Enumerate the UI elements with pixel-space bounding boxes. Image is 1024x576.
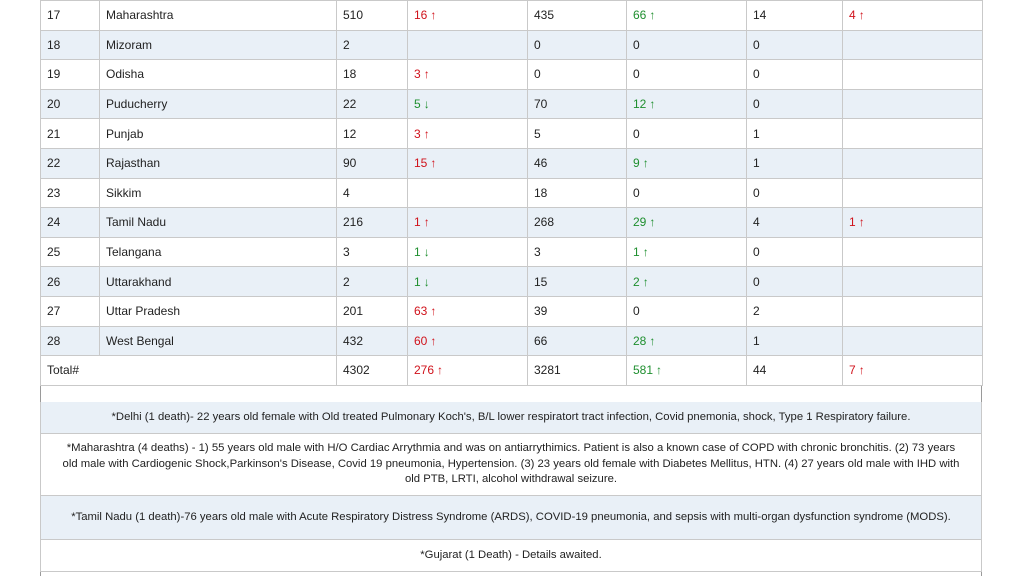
delta-cell bbox=[627, 178, 747, 208]
value-cell: 0 bbox=[747, 178, 843, 208]
value-cell: 510 bbox=[337, 1, 408, 31]
value-cell: 39 bbox=[528, 296, 627, 326]
note-delhi-text: *Delhi (1 death)- 22 years old female with Old treated Pulmonary Koch's, B/L lower respiratort tract infection, Covid pnemonia, shock, Type 1 Respiratory failure. bbox=[111, 410, 911, 423]
delta-cell bbox=[408, 326, 528, 356]
delta-cell bbox=[408, 237, 528, 267]
delta-cell bbox=[408, 119, 528, 149]
delta-cell bbox=[408, 30, 528, 60]
table-row bbox=[41, 178, 983, 208]
state-name-cell: Rajasthan bbox=[100, 148, 337, 178]
value-cell: 22 bbox=[337, 89, 408, 119]
delta-value: 276 bbox=[414, 363, 435, 378]
delta-cell bbox=[408, 148, 528, 178]
table-row bbox=[41, 119, 983, 149]
total-value-cell: 44 bbox=[747, 356, 843, 386]
state-name-cell: Maharashtra bbox=[100, 1, 337, 31]
note-tamil-nadu-text: *Tamil Nadu (1 death)-76 years old male with Acute Respiratory Distress Syndrome (ARDS), COVID-19 pneumonia, and sepsis with multi-organ dysfunction syndrome (MODS). bbox=[71, 510, 951, 523]
state-name-cell: Uttarakhand bbox=[100, 267, 337, 297]
value-cell: 4 bbox=[747, 208, 843, 238]
value-cell: 46 bbox=[528, 148, 627, 178]
delta-value: 3 bbox=[414, 126, 421, 141]
covid-state-table bbox=[40, 0, 983, 386]
delta-value: 1 bbox=[414, 274, 421, 289]
arrow-up-icon: ↑ bbox=[642, 245, 649, 260]
delta-cell bbox=[843, 60, 983, 90]
delta-cell bbox=[627, 148, 747, 178]
arrow-up-icon: ↑ bbox=[430, 333, 437, 348]
value-cell: 4 bbox=[337, 178, 408, 208]
delta-cell bbox=[627, 237, 747, 267]
table-row bbox=[41, 30, 983, 60]
delta-cell bbox=[627, 267, 747, 297]
value-cell: 0 bbox=[747, 267, 843, 297]
arrow-up-icon: ↑ bbox=[430, 304, 437, 319]
delta-cell bbox=[627, 60, 747, 90]
table-row bbox=[41, 1, 983, 31]
value-cell: 18 bbox=[337, 60, 408, 90]
serial-number-cell: 25 bbox=[41, 237, 100, 267]
value-cell: 90 bbox=[337, 148, 408, 178]
table-row bbox=[41, 148, 983, 178]
state-name-cell: Uttar Pradesh bbox=[100, 296, 337, 326]
arrow-up-icon: ↑ bbox=[656, 363, 663, 378]
delta-value: 9 bbox=[633, 156, 640, 171]
delta-cell bbox=[408, 208, 528, 238]
table-row bbox=[41, 237, 983, 267]
delta-cell bbox=[843, 237, 983, 267]
delta-cell bbox=[627, 208, 747, 238]
delta-cell bbox=[843, 178, 983, 208]
state-name-cell: Punjab bbox=[100, 119, 337, 149]
note-delhi bbox=[40, 402, 982, 434]
delta-value: 29 bbox=[633, 215, 647, 230]
arrow-up-icon: ↑ bbox=[423, 67, 430, 82]
delta-cell bbox=[408, 296, 528, 326]
delta-cell bbox=[843, 356, 983, 386]
state-name-cell: Mizoram bbox=[100, 30, 337, 60]
value-cell: 1 bbox=[747, 119, 843, 149]
delta-cell bbox=[408, 1, 528, 31]
delta-value: 581 bbox=[633, 363, 654, 378]
delta-value: 0 bbox=[633, 126, 640, 141]
delta-cell bbox=[843, 326, 983, 356]
delta-cell bbox=[627, 89, 747, 119]
table-row bbox=[41, 208, 983, 238]
arrow-up-icon: ↑ bbox=[642, 156, 649, 171]
delta-value: 0 bbox=[633, 185, 640, 200]
arrow-up-icon: ↑ bbox=[437, 363, 444, 378]
delta-cell bbox=[627, 296, 747, 326]
delta-cell bbox=[843, 148, 983, 178]
delta-cell bbox=[408, 356, 528, 386]
state-name-cell: Tamil Nadu bbox=[100, 208, 337, 238]
value-cell: 1 bbox=[747, 148, 843, 178]
value-cell: 432 bbox=[337, 326, 408, 356]
arrow-up-icon: ↑ bbox=[649, 97, 656, 112]
serial-number-cell: 23 bbox=[41, 178, 100, 208]
serial-number-cell: 17 bbox=[41, 1, 100, 31]
note-gujarat-text: *Gujarat (1 Death) - Details awaited. bbox=[420, 548, 602, 561]
serial-number-cell: 20 bbox=[41, 89, 100, 119]
arrow-up-icon: ↑ bbox=[649, 8, 656, 23]
total-label-cell: Total# bbox=[41, 356, 337, 386]
table-row bbox=[41, 326, 983, 356]
state-name-cell: West Bengal bbox=[100, 326, 337, 356]
note-gujarat bbox=[40, 540, 982, 572]
arrow-down-icon: ↓ bbox=[423, 97, 430, 112]
delta-cell bbox=[843, 1, 983, 31]
value-cell: 0 bbox=[528, 30, 627, 60]
value-cell: 0 bbox=[747, 89, 843, 119]
delta-value: 4 bbox=[849, 8, 856, 23]
delta-cell bbox=[843, 89, 983, 119]
value-cell: 14 bbox=[747, 1, 843, 31]
value-cell: 3 bbox=[337, 237, 408, 267]
value-cell: 66 bbox=[528, 326, 627, 356]
delta-value: 0 bbox=[633, 67, 640, 82]
delta-value: 1 bbox=[633, 245, 640, 260]
delta-value: 15 bbox=[414, 156, 428, 171]
delta-value: 5 bbox=[414, 97, 421, 112]
serial-number-cell: 26 bbox=[41, 267, 100, 297]
value-cell: 0 bbox=[528, 60, 627, 90]
delta-value: 66 bbox=[633, 8, 647, 23]
value-cell: 70 bbox=[528, 89, 627, 119]
table-row bbox=[41, 60, 983, 90]
value-cell: 268 bbox=[528, 208, 627, 238]
arrow-up-icon: ↑ bbox=[858, 215, 865, 230]
value-cell: 2 bbox=[747, 296, 843, 326]
value-cell: 1 bbox=[747, 326, 843, 356]
total-value-cell: 3281 bbox=[528, 356, 627, 386]
arrow-up-icon: ↑ bbox=[423, 126, 430, 141]
delta-value: 12 bbox=[633, 97, 647, 112]
arrow-up-icon: ↑ bbox=[649, 333, 656, 348]
arrow-down-icon: ↓ bbox=[423, 274, 430, 289]
state-name-cell: Telangana bbox=[100, 237, 337, 267]
delta-cell bbox=[627, 1, 747, 31]
delta-value: 2 bbox=[633, 274, 640, 289]
value-cell: 216 bbox=[337, 208, 408, 238]
delta-value: 1 bbox=[414, 215, 421, 230]
delta-value: 16 bbox=[414, 8, 428, 23]
delta-value: 3 bbox=[414, 67, 421, 82]
delta-cell bbox=[843, 30, 983, 60]
value-cell: 12 bbox=[337, 119, 408, 149]
serial-number-cell: 27 bbox=[41, 296, 100, 326]
delta-value: 0 bbox=[633, 304, 640, 319]
table-row bbox=[41, 296, 983, 326]
value-cell: 15 bbox=[528, 267, 627, 297]
arrow-up-icon: ↑ bbox=[858, 8, 865, 23]
delta-cell bbox=[843, 267, 983, 297]
delta-cell bbox=[408, 60, 528, 90]
note-tamil-nadu bbox=[40, 496, 982, 540]
note-maharashtra-text: *Maharashtra (4 deaths) - 1) 55 years old male with H/O Cardiac Arrythmia and was on antiarrythimics. Patient is also a known case of COPD with chronic bronchitis. (2) 73 years old male with Cardiogenic Shock,Parkinson's Disease, Covid 19 pneumonia, Hypertension. (3) 23 years old female with Diabetes Mellitus, HTN. (4) 27 years old male with IHD with old PTB, LRTI, alcohol withdrawal seizure. bbox=[62, 442, 960, 486]
state-name-cell: Puducherry bbox=[100, 89, 337, 119]
arrow-up-icon: ↑ bbox=[423, 215, 430, 230]
value-cell: 201 bbox=[337, 296, 408, 326]
table-row bbox=[41, 267, 983, 297]
delta-value: 1 bbox=[849, 215, 856, 230]
delta-cell bbox=[627, 326, 747, 356]
delta-value: 60 bbox=[414, 333, 428, 348]
arrow-up-icon: ↑ bbox=[430, 156, 437, 171]
arrow-down-icon: ↓ bbox=[423, 245, 430, 260]
delta-cell bbox=[627, 30, 747, 60]
total-value-cell: 4302 bbox=[337, 356, 408, 386]
delta-value: 28 bbox=[633, 333, 647, 348]
value-cell: 0 bbox=[747, 237, 843, 267]
arrow-up-icon: ↑ bbox=[858, 363, 865, 378]
serial-number-cell: 19 bbox=[41, 60, 100, 90]
delta-cell bbox=[843, 296, 983, 326]
value-cell: 18 bbox=[528, 178, 627, 208]
delta-cell bbox=[627, 356, 747, 386]
delta-value: 1 bbox=[414, 245, 421, 260]
table-row bbox=[41, 89, 983, 119]
serial-number-cell: 21 bbox=[41, 119, 100, 149]
note-maharashtra bbox=[40, 434, 982, 496]
delta-cell bbox=[408, 89, 528, 119]
serial-number-cell: 22 bbox=[41, 148, 100, 178]
value-cell: 5 bbox=[528, 119, 627, 149]
value-cell: 2 bbox=[337, 267, 408, 297]
serial-number-cell: 24 bbox=[41, 208, 100, 238]
value-cell: 435 bbox=[528, 1, 627, 31]
state-name-cell: Sikkim bbox=[100, 178, 337, 208]
value-cell: 0 bbox=[747, 30, 843, 60]
value-cell: 3 bbox=[528, 237, 627, 267]
delta-cell bbox=[843, 119, 983, 149]
value-cell: 2 bbox=[337, 30, 408, 60]
total-row bbox=[41, 356, 983, 386]
delta-value: 7 bbox=[849, 363, 856, 378]
delta-cell bbox=[843, 208, 983, 238]
arrow-up-icon: ↑ bbox=[430, 8, 437, 23]
delta-cell bbox=[627, 119, 747, 149]
arrow-up-icon: ↑ bbox=[642, 274, 649, 289]
value-cell: 0 bbox=[747, 60, 843, 90]
state-name-cell: Odisha bbox=[100, 60, 337, 90]
serial-number-cell: 28 bbox=[41, 326, 100, 356]
arrow-up-icon: ↑ bbox=[649, 215, 656, 230]
serial-number-cell: 18 bbox=[41, 30, 100, 60]
delta-value: 63 bbox=[414, 304, 428, 319]
delta-cell bbox=[408, 178, 528, 208]
delta-cell bbox=[408, 267, 528, 297]
delta-value: 0 bbox=[633, 37, 640, 52]
